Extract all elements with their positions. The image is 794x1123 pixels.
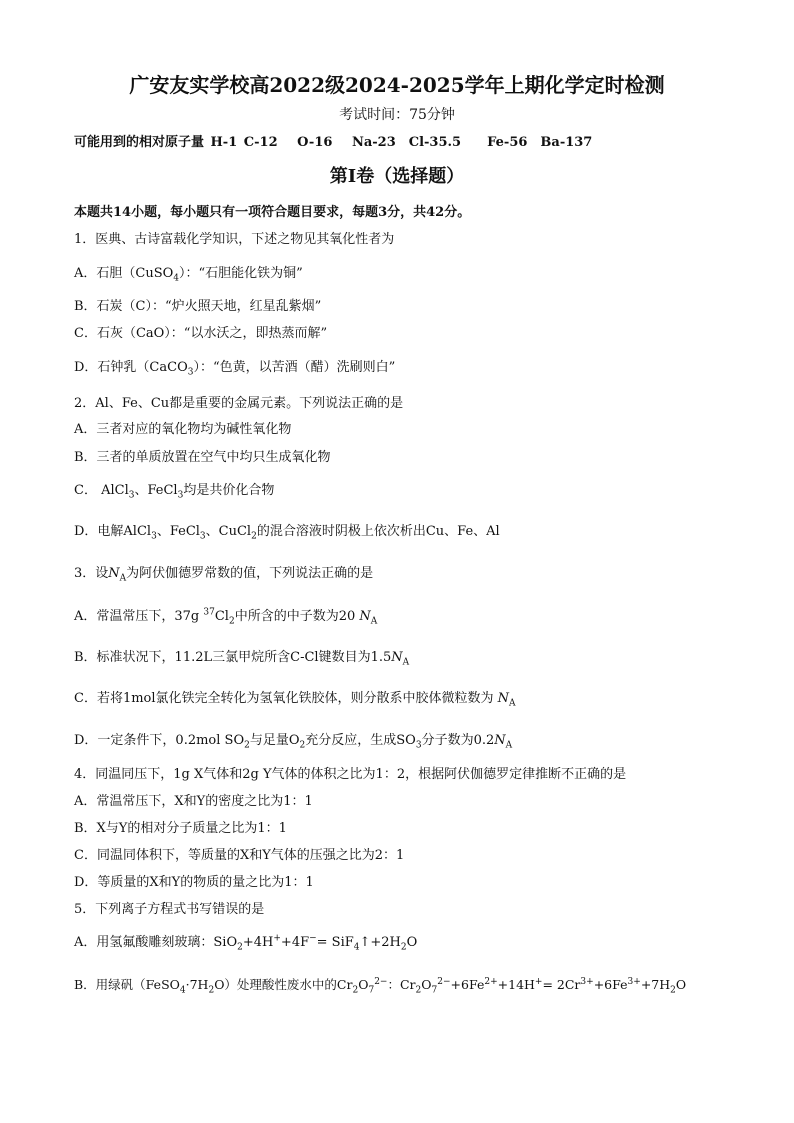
q4-option-d: D．等质量的X和Y的物质的量之比为1：1 [74, 875, 314, 890]
q1-option-a: A．石胆（CuSO$_4$）：“石胆能化铁为铜” [74, 266, 303, 284]
q4-option-c: C．同温同体积下，等质量的X和Y气体的压强之比为2：1 [74, 848, 405, 863]
q2-option-c: C． AlCl$_3$、FeCl$_3$均是共价化合物 [74, 483, 275, 501]
q3-option-d: D．一定条件下，0.2mol $SO_2$与足量$O_2$充分反应，生成$SO_3$分子数为$0.2N_A$ [74, 733, 513, 751]
q5-option-a: A．用氢氟酸雕刻玻璃：$SiO_2+4H^++4F^-= SiF_4↑+2H_2O$ [74, 933, 418, 953]
exam-time: 考试时间：75分钟 [339, 107, 455, 123]
section-title: 第Ⅰ卷（选择题） [329, 166, 465, 187]
q3-stem: 3．设$N_A$为阿伏伽德罗常数的值，下列说法正确的是 [74, 566, 374, 584]
q5-stem: 5．下列离子方程式书写错误的是 [74, 902, 265, 917]
q3-option-a: A．常温常压下，37g $^{37}Cl_2$中所含的中子数为20 $N_A$ [74, 607, 378, 627]
q1-option-d: D．石钟乳（CaCO$_3$）：“色黄，以苦酒（醋）洗刷则白” [74, 360, 396, 378]
q4-option-b: B．X与Y的相对分子质量之比为1：1 [74, 821, 287, 836]
q3-option-c: C．若将1mol氯化铁完全转化为氢氧化铁胶体，则分散系中胶体微粒数为 $N_A$ [74, 691, 516, 709]
section-instructions: 本题共14小题，每小题只有一项符合题目要求，每题3分，共42分。 [74, 205, 471, 220]
q1-stem: 1．医典、古诗富载化学知识，下述之物见其氧化性者为 [74, 232, 395, 247]
q4-option-a: A．常温常压下，X和Y的密度之比为1：1 [74, 794, 313, 809]
q2-option-d: D．电解AlCl$_3$、FeCl$_3$、CuCl$_2$的混合溶液时阴极上依次析出Cu、Fe、Al [74, 524, 500, 542]
exam-title: 广安友实学校高2022级2024-2025学年上期化学定时检测 [129, 73, 665, 97]
atomic-masses: 可能用到的相对原子量 H-1 C-12 O-16 Na-23 Cl-35.5 Fe-56 Ba-137 [74, 135, 593, 150]
q1-option-b: B．石炭（C）：“炉火照天地，红星乱紫烟” [74, 299, 322, 314]
q5-option-b: B．用绿矾$(FeSO_4\cdot 7H_2O)$处理酸性废水中的$Cr_2O_7^{2-}$：$Cr_2O_7^{2-}+6Fe^{2+}+14H^+= 2Cr^{3+}+6Fe^{3+}+7H_2O$ [74, 976, 687, 996]
q1-option-c: C．石灰（CaO）：“以水沃之，即热蒸而解” [74, 326, 328, 341]
q2-option-a: A．三者对应的氧化物均为碱性氧化物 [74, 422, 292, 437]
q2-stem: 2．Al、Fe、Cu都是重要的金属元素。下列说法正确的是 [74, 396, 404, 411]
q2-option-b: B．三者的单质放置在空气中均只生成氧化物 [74, 450, 331, 465]
q4-stem: 4．同温同压下，1g X气体和2g Y气体的体积之比为1：2，根据阿伏伽德罗定律推断不正确的是 [74, 767, 627, 782]
q3-option-b: B．标准状况下，11.2L三氯甲烷所含C-Cl键数目为$1.5N_A$ [74, 650, 410, 668]
